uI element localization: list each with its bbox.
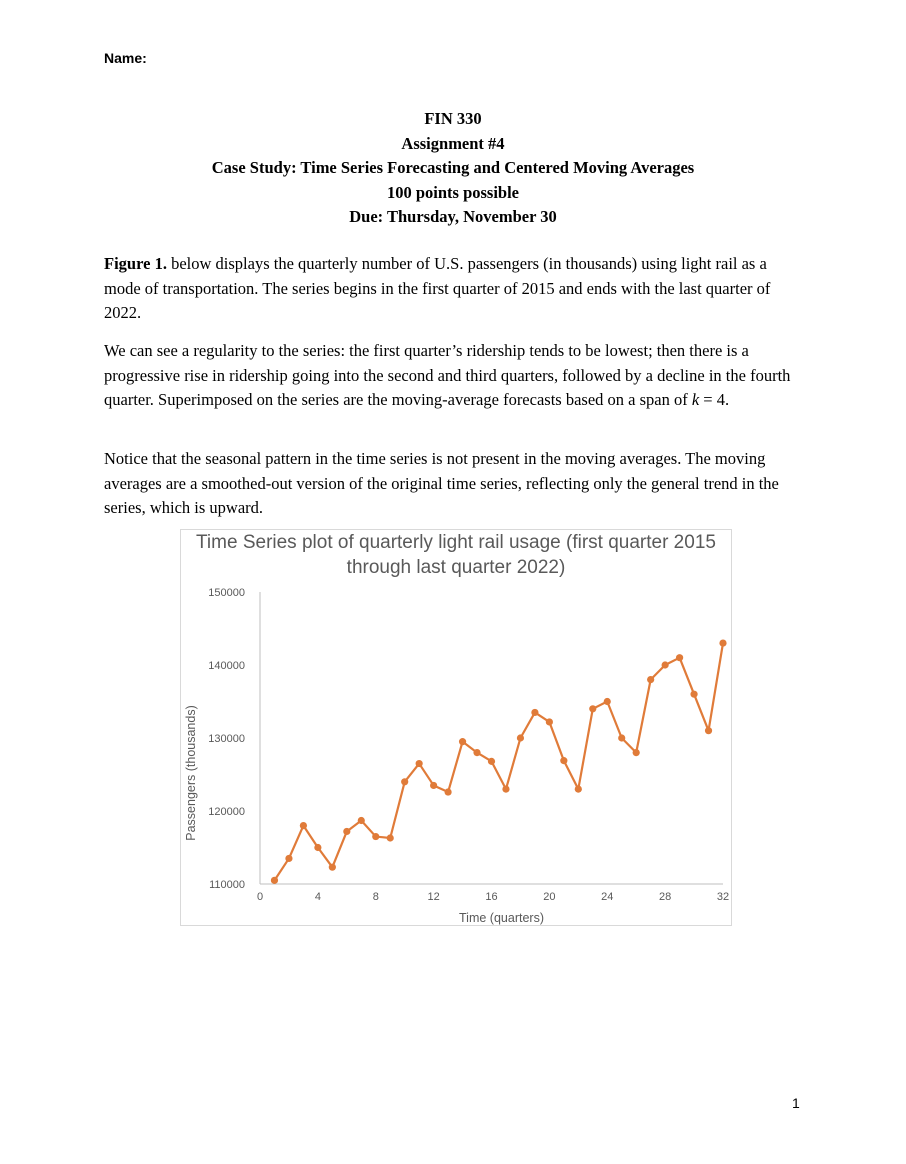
data-point	[633, 749, 640, 756]
assignment-header	[0, 107, 906, 230]
x-tick-label: 32	[716, 891, 730, 903]
data-point	[676, 654, 683, 661]
case-study-title: Case Study: Time Series Forecasting and Centered Moving Averages	[211, 158, 695, 177]
data-point	[473, 749, 480, 756]
data-point	[517, 734, 524, 741]
data-point	[531, 709, 538, 716]
figure-reference: Figure 1.	[104, 254, 167, 273]
data-point	[285, 855, 292, 862]
y-tick-label: 110000	[209, 879, 245, 891]
data-point	[387, 834, 394, 841]
data-point	[705, 727, 712, 734]
paragraph-2-text-end: = 4.	[699, 390, 730, 409]
data-point	[662, 661, 669, 668]
x-axis-title: Time (quarters)	[459, 911, 544, 925]
paragraph-figure-description	[104, 252, 804, 326]
data-point	[690, 691, 697, 698]
data-point	[358, 817, 365, 824]
y-tick-label: 150000	[208, 587, 245, 599]
x-tick-label: 20	[543, 891, 556, 903]
data-point	[300, 822, 307, 829]
assignment-number: Assignment #4	[401, 133, 505, 153]
paragraph-seasonal-regularity	[104, 339, 804, 413]
y-axis-title: Passengers (thousands)	[184, 705, 198, 841]
due-date: Due: Thursday, November 30	[349, 207, 557, 226]
x-tick-label: 8	[372, 891, 379, 903]
x-tick-label: 24	[601, 891, 614, 903]
data-point	[560, 757, 567, 764]
span-variable-k: k	[691, 390, 700, 409]
name-label: Name:	[104, 50, 147, 66]
data-point	[401, 778, 408, 785]
chart-plot-area	[181, 530, 731, 925]
data-point	[329, 864, 336, 871]
paragraph-1-text: below displays the quarterly number of U.S. passengers (in thousands) using light rail as a mode of transportation. The series begins in the first quarter of 2015 and ends with the last quarter of 2022.	[104, 254, 771, 322]
page-number: 1	[792, 1095, 800, 1111]
data-point	[372, 833, 379, 840]
data-point	[502, 786, 509, 793]
x-tick-label: 4	[314, 891, 321, 903]
data-point	[647, 676, 654, 683]
x-tick-label: 12	[427, 891, 440, 903]
data-point	[604, 698, 611, 705]
data-point	[575, 786, 582, 793]
data-point	[444, 788, 451, 795]
data-point	[343, 828, 350, 835]
data-point	[719, 640, 726, 647]
data-point	[314, 844, 321, 851]
data-point	[459, 738, 466, 745]
course-code: FIN 330	[424, 109, 482, 128]
time-series-chart	[180, 529, 732, 926]
data-point	[416, 760, 423, 767]
paragraph-2-text: We can see a regularity to the series: the first quarter’s ridership tends to be lowest; then there is a progressive rise in ridership going into the second and third quarters, followed by a decline in the fourth quarter. Superimposed on the series are the moving-average forecasts based on a span of	[104, 341, 791, 409]
paragraph-moving-average-note: Notice that the seasonal pattern in the time series is not present in the moving averages. The moving averages are a smoothed-out version of the original time series, reflecting only the general trend in the series, which is upward.	[104, 449, 779, 517]
data-point	[618, 734, 625, 741]
data-point	[488, 758, 495, 765]
chart-title: Time Series plot of quarterly light rail usage (first quarter 2015 through last quarter 2022)	[196, 532, 716, 578]
x-tick-label: 16	[485, 891, 498, 903]
y-tick-label: 120000	[208, 806, 245, 818]
x-tick-label: 0	[256, 891, 264, 903]
x-tick-label: 28	[659, 891, 672, 903]
y-tick-label: 130000	[208, 733, 245, 745]
series-line	[274, 643, 723, 880]
y-tick-label: 140000	[208, 660, 245, 672]
data-point	[546, 718, 553, 725]
data-point	[589, 705, 596, 712]
points-possible: 100 points possible	[386, 182, 520, 202]
data-point	[271, 877, 278, 884]
data-point	[430, 782, 437, 789]
